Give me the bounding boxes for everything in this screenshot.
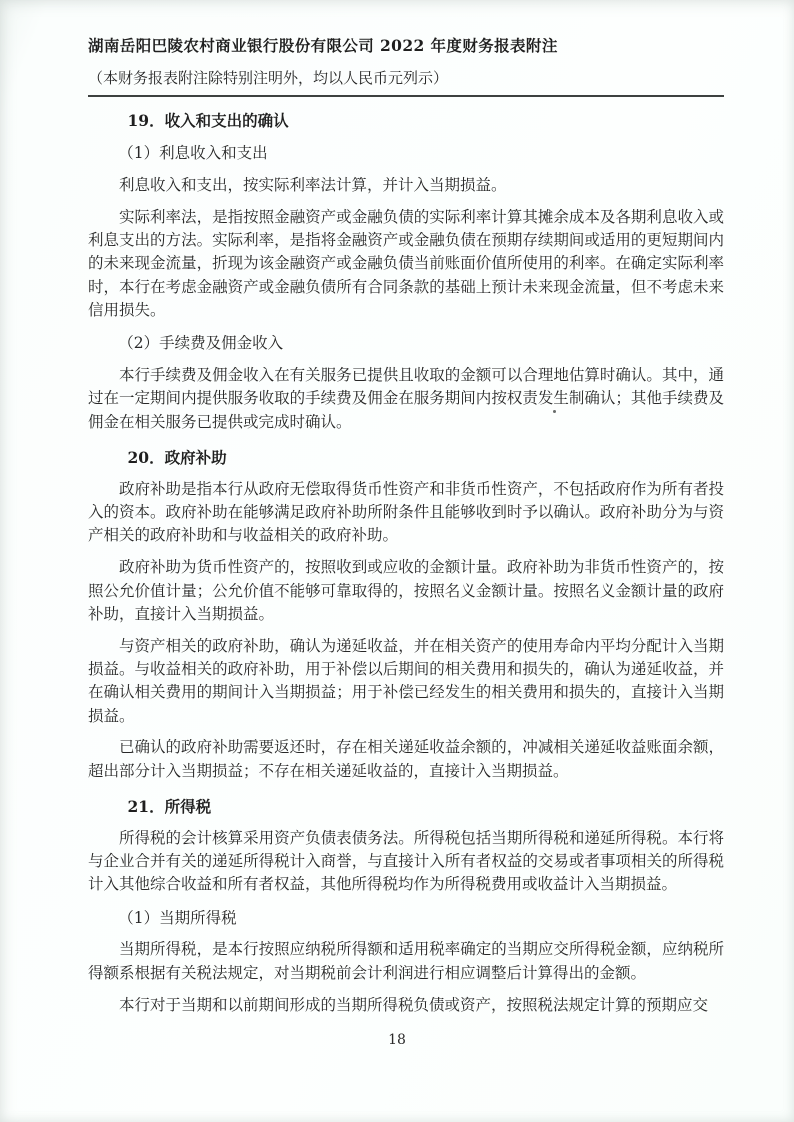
- page-number: 18: [388, 1032, 406, 1048]
- document-body: [88, 109, 724, 1017]
- paragraph: 与资产相关的政府补助，确认为递延收益，并在相关资产的使用寿命内平均分配计入当期损益。与收益相关的政府补助，用于补偿以后期间的相关费用和损失的，确认为递延收益，并在确认相关费用的期间计入当期损益；用于补偿已经发生的相关费用和损失的，直接计入当期损益。: [88, 636, 724, 725]
- paragraph: 实际利率法，是指按照金融资产或金融负债的实际利率计算其摊余成本及各期利息收入或利息支出的方法。实际利率，是指将金融资产或金融负债在预期存续期间或适用的更短期间内的未来现金流量，折现为该金融资产或金融负债当前账面价值所使用的利率。在确定实际利率时，本行在考虑金融资产或金融负债所有合同条款的基础上预计未来现金流量，但不考虑未来信用损失。: [88, 207, 724, 320]
- paragraph: 政府补助为货币性资产的，按照收到或应收的金额计量。政府补助为非货币性资产的，按照公允价值计量；公允价值不能够可靠取得的，按照名义金额计量。按照名义金额计量的政府补助，直接计入当期损益。: [88, 558, 724, 623]
- paragraph: 当期所得税，是本行按照应纳税所得额和适用税率确定的当期应交所得税金额，应纳税所得额系根据有关税法规定，对当期税前会计利润进行相应调整后计算得出的金额。: [88, 940, 724, 982]
- paragraph: 所得税的会计核算采用资产负债表债务法。所得税包括当期所得税和递延所得税。本行将与企业合并有关的递延所得税计入商誉，与直接计入所有者权益的交易或者事项相关的所得税计入其他综合收益和所有者权益，其他所得税均作为所得税费用或收益计入当期损益。: [88, 828, 724, 894]
- paragraph: 已确认的政府补助需要返还时，存在相关递延收益余额的，冲减相关递延收益账面余额，超出部分计入当期损益；不存在相关递延收益的，直接计入当期损益。: [88, 738, 724, 780]
- section-heading-21: 21．所得税: [127, 796, 212, 816]
- document-subtitle-note: （本财务报表附注除特别注明外，均以人民币元列示）: [88, 67, 724, 97]
- section-heading-19: 19．收入和支出的确认: [127, 111, 289, 130]
- scan-artifact-dot: [553, 410, 556, 413]
- subsection-heading-interest: （1）利息收入和支出: [118, 144, 268, 163]
- section-heading-20: 20．政府补助: [127, 448, 227, 468]
- subsection-heading-fees: （2）手续费及佣金收入: [118, 334, 284, 353]
- paragraph: 政府补助是指本行从政府无偿取得货币性资产和非货币性资产，不包括政府作为所有者投入的资本。政府补助在能够满足政府补助所附条件且能够收到时予以确认。政府补助分为与资产相关的政府补助和与收益相关的政府补助。: [88, 479, 724, 545]
- paragraph: 本行手续费及佣金收入在有关服务已提供且收取的金额可以合理地估算时确认。其中，通过在一定期间内提供服务收取的手续费及佣金在服务期间内按权责发生制确认；其他手续费及佣金在相关服务已提供或完成时确认。: [88, 366, 724, 431]
- paragraph: 利息收入和支出，按实际利率法计算，并计入当期损益。: [119, 176, 507, 195]
- subsection-heading-current-tax: （1）当期所得税: [118, 908, 237, 927]
- page-content: [88, 34, 724, 1025]
- paragraph: 本行对于当期和以前期间形成的当期所得税负债或资产，按照税法规定计算的预期应交: [119, 995, 709, 1014]
- document-title: 湖南岳阳巴陵农村商业银行股份有限公司 2022 年度财务报表附注: [88, 36, 558, 55]
